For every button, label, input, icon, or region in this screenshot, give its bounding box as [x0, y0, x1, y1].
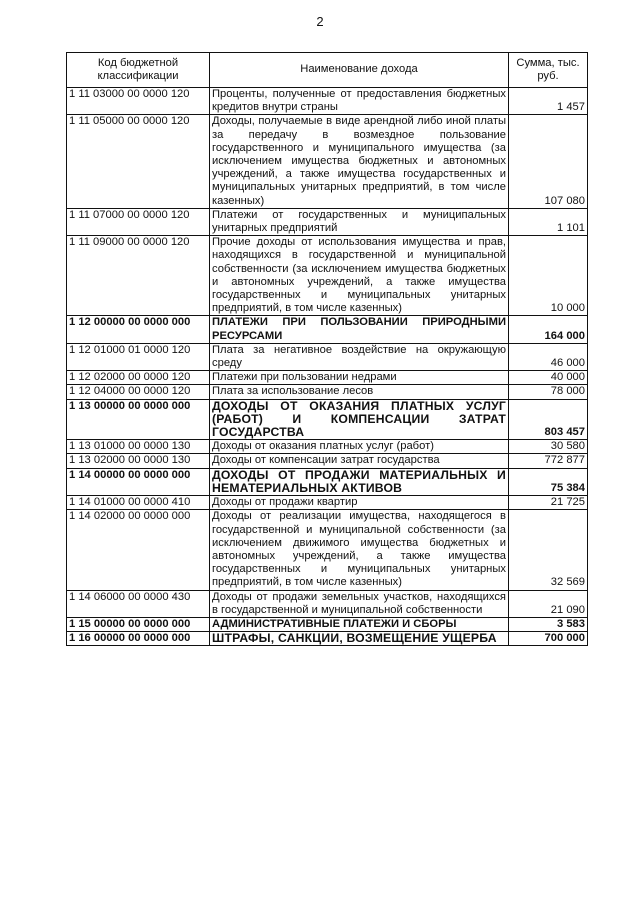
name-cell: Доходы от продажи квартир: [210, 496, 509, 510]
name-cell: ШТРАФЫ, САНКЦИИ, ВОЗМЕЩЕНИЕ УЩЕРБА: [210, 632, 509, 646]
code-cell: 1 15 00000 00 0000 000: [67, 617, 210, 631]
table-row: [67, 399, 588, 440]
name-cell: Плата за негативное воздействие на окружающую среду: [210, 343, 509, 370]
header-sum: Сумма, тыс. руб.: [509, 53, 588, 88]
sum-cell: 700 000: [509, 632, 588, 646]
sum-cell: 46 000: [509, 343, 588, 370]
name-cell: ДОХОДЫ ОТ ПРОДАЖИ МАТЕРИАЛЬНЫХ И НЕМАТЕРИАЛЬНЫХ АКТИВОВ: [210, 468, 509, 495]
sum-cell: 75 384: [509, 468, 588, 495]
table-row: [67, 316, 588, 343]
code-cell: 1 13 00000 00 0000 000: [67, 399, 210, 440]
table-row: [67, 88, 588, 115]
sum-cell: 3 583: [509, 617, 588, 631]
header-code: Код бюджетной классификации: [67, 53, 210, 88]
name-cell: Доходы, получаемые в виде арендной либо иной платы за передачу в возмездное пользование государственного и муниципального имущества (за исключением имущества бюджетных и автономных учреждений, а также имущества государственных и муниципальных унитарных предприятий, в том числе казенных): [210, 115, 509, 208]
sum-cell: 21 090: [509, 590, 588, 617]
name-cell: Платежи при пользовании недрами: [210, 371, 509, 385]
code-cell: 1 11 09000 00 0000 120: [67, 236, 210, 316]
code-cell: 1 14 06000 00 0000 430: [67, 590, 210, 617]
code-cell: 1 11 07000 00 0000 120: [67, 208, 210, 235]
sum-cell: 40 000: [509, 371, 588, 385]
header-name: Наименование дохода: [210, 53, 509, 88]
name-cell: Доходы от продажи земельных участков, находящихся в государственной и муниципальной собственности: [210, 590, 509, 617]
table-row: [67, 468, 588, 495]
name-cell: ДОХОДЫ ОТ ОКАЗАНИЯ ПЛАТНЫХ УСЛУГ (РАБОТ) И КОМПЕНСАЦИИ ЗАТРАТ ГОСУДАРСТВА: [210, 399, 509, 440]
sum-cell: 772 877: [509, 454, 588, 468]
table-row: [67, 496, 588, 510]
name-cell: Проценты, полученные от предоставления бюджетных кредитов внутри страны: [210, 88, 509, 115]
code-cell: 1 14 02000 00 0000 000: [67, 510, 210, 590]
name-cell: ПЛАТЕЖИ ПРИ ПОЛЬЗОВАНИИ ПРИРОДНЫМИ РЕСУРСАМИ: [210, 316, 509, 343]
sum-cell: 107 080: [509, 115, 588, 208]
sum-cell: 1 101: [509, 208, 588, 235]
table-row: [67, 440, 588, 454]
sum-cell: 78 000: [509, 385, 588, 399]
name-cell: Прочие доходы от использования имущества и прав, находящихся в государственной и муниципальной собственности (за исключением имущества бюджетных и автономных учреждений, а также имущества государственных и муниципальных унитарных предприятий, в том числе казенных): [210, 236, 509, 316]
table-row: [67, 385, 588, 399]
table-header-row: [67, 53, 588, 88]
name-cell: Доходы от компенсации затрат государства: [210, 454, 509, 468]
name-cell: Плата за использование лесов: [210, 385, 509, 399]
table-row: [67, 236, 588, 316]
code-cell: 1 12 04000 00 0000 120: [67, 385, 210, 399]
code-cell: 1 14 01000 00 0000 410: [67, 496, 210, 510]
sum-cell: 30 580: [509, 440, 588, 454]
name-cell: АДМИНИСТРАТИВНЫЕ ПЛАТЕЖИ И СБОРЫ: [210, 617, 509, 631]
table-row: [67, 617, 588, 631]
sum-cell: 164 000: [509, 316, 588, 343]
code-cell: 1 13 01000 00 0000 130: [67, 440, 210, 454]
code-cell: 1 12 01000 01 0000 120: [67, 343, 210, 370]
table-row: [67, 343, 588, 370]
table-row: [67, 454, 588, 468]
code-cell: 1 16 00000 00 0000 000: [67, 632, 210, 646]
code-cell: 1 14 00000 00 0000 000: [67, 468, 210, 495]
code-cell: 1 11 03000 00 0000 120: [67, 88, 210, 115]
table-row: [67, 115, 588, 208]
code-cell: 1 13 02000 00 0000 130: [67, 454, 210, 468]
table-row: [67, 632, 588, 646]
sum-cell: 21 725: [509, 496, 588, 510]
name-cell: Доходы от оказания платных услуг (работ): [210, 440, 509, 454]
table-row: [67, 590, 588, 617]
sum-cell: 1 457: [509, 88, 588, 115]
revenue-table: [66, 52, 588, 646]
code-cell: 1 12 00000 00 0000 000: [67, 316, 210, 343]
sum-cell: 10 000: [509, 236, 588, 316]
page-number: 2: [316, 14, 324, 29]
name-cell: Доходы от реализации имущества, находящегося в государственной и муниципальной собственности (за исключением движимого имущества бюджетных и автономных учреждений, а также имущества государственных и муниципальных унитарных предприятий, в том числе казенных): [210, 510, 509, 590]
table-row: [67, 371, 588, 385]
name-cell: Платежи от государственных и муниципальных унитарных предприятий: [210, 208, 509, 235]
code-cell: 1 11 05000 00 0000 120: [67, 115, 210, 208]
code-cell: 1 12 02000 00 0000 120: [67, 371, 210, 385]
sum-cell: 803 457: [509, 399, 588, 440]
sum-cell: 32 569: [509, 510, 588, 590]
table-row: [67, 208, 588, 235]
table-row: [67, 510, 588, 590]
